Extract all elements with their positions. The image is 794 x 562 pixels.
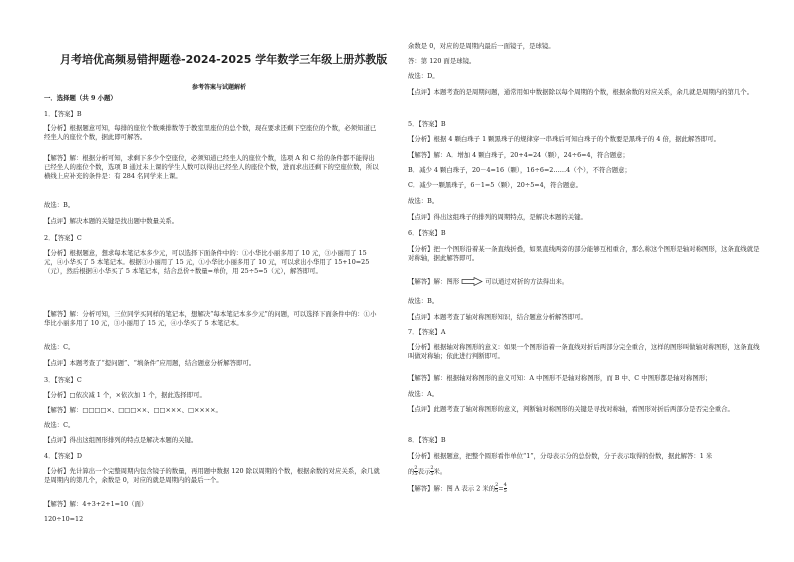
q3-solution: 【解答】解：□□□□×、□□□××、□□×××、□××××。 [44, 406, 222, 414]
q4-cont-line1: 余数是 0，对应的是周期内最后一面镜子，是球镜。 [408, 42, 555, 50]
section-heading: 一．选择题（共 9 小题） [44, 94, 117, 102]
q1-choice: 故选：B。 [44, 201, 75, 209]
q5-choice: 故选：B。 [408, 197, 439, 205]
q5-analysis: 【分析】根据 4 颗白珠子 1 颗黑珠子的规律穿一串珠后可知白珠子的个数要是黑珠子的 4 倍，据此解答即可。 [408, 135, 720, 143]
q2-comment: 【点评】本题考查了“提问题”、“填条件”应用题，结合题意分析解答即可。 [44, 359, 256, 367]
q7-answer: 7．【答案】A [408, 328, 446, 336]
equals-sign: = [498, 484, 504, 493]
q7-analysis: 【分析】根据轴对称图形的意义：如果一个图形沿着一条直线对折后两部分完全重合，这样的图形叫做轴对称图形，这条直线叫做对称轴；依此进行判断即可。 [408, 343, 760, 360]
q2-solution: 【解答】解：分析可知，三位同学买同样的笔记本，想解决“每本笔记本多少元”的问题，可以选择下面条件中的：①小华比小丽多用了 10 元，③小丽用了 15 元，④小华买了 5 本笔记本。 [44, 310, 377, 327]
q8-solution-pre: 【解答】解：图 A 表示 2 米的 [408, 484, 496, 493]
q7-choice: 故选：A。 [408, 390, 439, 398]
q8-text-mi: 米。 [433, 467, 447, 476]
fraction [504, 483, 507, 494]
page-title: 月考培优高频易错押题卷-2024-2025 学年数学三年级上册苏教版 [60, 53, 388, 66]
q7-solution: 【解答】解：根据轴对称图形的意义可知：A 中图形不是轴对称图形，而 B 中、C 中图形都是轴对称图形； [408, 374, 712, 382]
q4-analysis: 【分析】先计算出一个完整周期内包含镜子的数量，再用题中数据 120 除以周期的个数，根据余数的对应关系，余几就是周期内的第几个，余数是 0，对应的就是周期内的最后一个。 [44, 467, 380, 484]
q8-solution [408, 483, 760, 494]
fraction-denominator: 5 [503, 488, 507, 494]
q6-answer: 6．【答案】B [408, 229, 446, 237]
q1-comment: 【点评】解决本题的关键是找出题中数量关系。 [44, 217, 179, 225]
q4-cont-line2: 答：第 120 面是球镜。 [408, 57, 476, 65]
q4-comment: 【点评】本题考查的是周期问题，通常用如中数据除以每个周期的个数，根据余数的对应关系，余几就是周期内的第几个。 [408, 88, 754, 96]
q1-solution: 【解答】解：根据分析可知，求剩下多少个空座位，必须知道已经坐人的座位个数，选项 A 和 C 给的条件都不能得出已经坐人的座位个数，选项 B 通过未上课的学生人数可以得出已经坐人的座位个数，进而求出还剩下的空座位数，所以横线上应补充的条件是：有 284 名同学来上课。 [44, 154, 379, 180]
fraction-numerator: 4 [503, 482, 507, 488]
q2-choice: 故选：C。 [44, 343, 75, 351]
q4-choice: 故选：D。 [408, 72, 439, 80]
fraction-numerator: 2 [430, 465, 434, 471]
q5-solution-a: 【解答】解：A．增加 4 颗白珠子，20+4=24（颗），24÷6=4，符合题意； [408, 151, 629, 159]
page-subtitle: 参考答案与试题解析 [191, 84, 246, 91]
q5-solution-c: C．减少一颗黑珠子，6－1=5（颗），20÷5=4，符合题意。 [408, 181, 583, 189]
fraction-denominator: 5 [430, 471, 434, 477]
q8-text-biaoshi: 表示 [417, 467, 431, 476]
q4-calc: 120÷10=12 [44, 515, 84, 523]
q1-analysis: 【分析】根据题意可知，每排的座位个数乘排数等于教室里座位的总个数，现在要求还剩下空座位的个数，必须知道已经坐人的座位个数，据此即可解答。 [44, 124, 377, 141]
q2-answer: 2．【答案】C [44, 234, 82, 242]
fraction-denominator: 5 [495, 488, 499, 494]
arrow-shape-icon [461, 277, 483, 286]
q6-analysis: 【分析】把一个图形沿着某一条直线折叠，如果直线两旁的部分能够互相重合，那么称这个图形是轴对称图形，这条直线就是对称轴，据此解答即可。 [408, 245, 760, 262]
q4-solution: 【解答】解：4+3+2+1=10（面） [44, 500, 148, 508]
fraction-numerator: 2 [414, 465, 418, 471]
q8-analysis: 【分析】根据题意，把整个圆形看作单位“1”，分母表示分的总份数，分子表示取得的份数，据此解答：1 米 [408, 452, 713, 460]
q2-analysis: 【分析】根据题意，想求每本笔记本多少元，可以选择下面条件中的：①小华比小丽多用了 10 元，③小丽用了 15 元，④小华买了 5 本笔记本。根据③小丽用了 15 元，①小华比小丽多用了 10 元，可以求出小华用了 15+10=25（元），然后根据④小华买了 5 本笔记本，结合总价÷数量=单价，用 25÷5=5（元），解答即可。 [44, 249, 370, 275]
q1-answer: 1．【答案】B [44, 110, 82, 118]
q3-answer: 3．【答案】C [44, 376, 82, 384]
q6-solution-pre: 【解答】解：图形 [408, 277, 460, 286]
q5-answer: 5．【答案】B [408, 120, 446, 128]
q8-text-de: 的 [408, 467, 415, 476]
q5-solution-b: B．减少 4 颗白珠子，20－4=16（颗），16÷6=2……4（个），不符合题意； [408, 166, 631, 174]
q3-analysis: 【分析】□依次减 1 个，×依次加 1 个，据此选择即可。 [44, 391, 206, 399]
q7-comment: 【点评】此题考查了轴对称图形的意义，判断轴对称图形的关键是寻找对称轴，看图形对折后两部分是否完全重合。 [408, 405, 734, 413]
q3-comment: 【点评】得出这组图形排列的特点是解决本题的关键。 [44, 436, 198, 444]
q8-analysis-line2 [408, 466, 760, 477]
fraction-numerator: 2 [495, 482, 499, 488]
q8-answer: 8．【答案】B [408, 436, 446, 444]
q5-comment: 【点评】得出这组珠子的排列的周期特点，是解决本题的关键。 [408, 213, 587, 221]
q6-solution-post: 可以通过对折的方法得出来。 [485, 277, 569, 286]
q3-choice: 故选：C。 [44, 421, 75, 429]
q6-comment: 【点评】本题考查了轴对称图形知识，结合题意分析解答即可。 [408, 313, 587, 321]
fraction-denominator: 5 [414, 471, 418, 477]
q6-solution [408, 277, 760, 287]
q4-answer: 4．【答案】D [44, 452, 82, 460]
q6-choice: 故选：B。 [408, 297, 439, 305]
